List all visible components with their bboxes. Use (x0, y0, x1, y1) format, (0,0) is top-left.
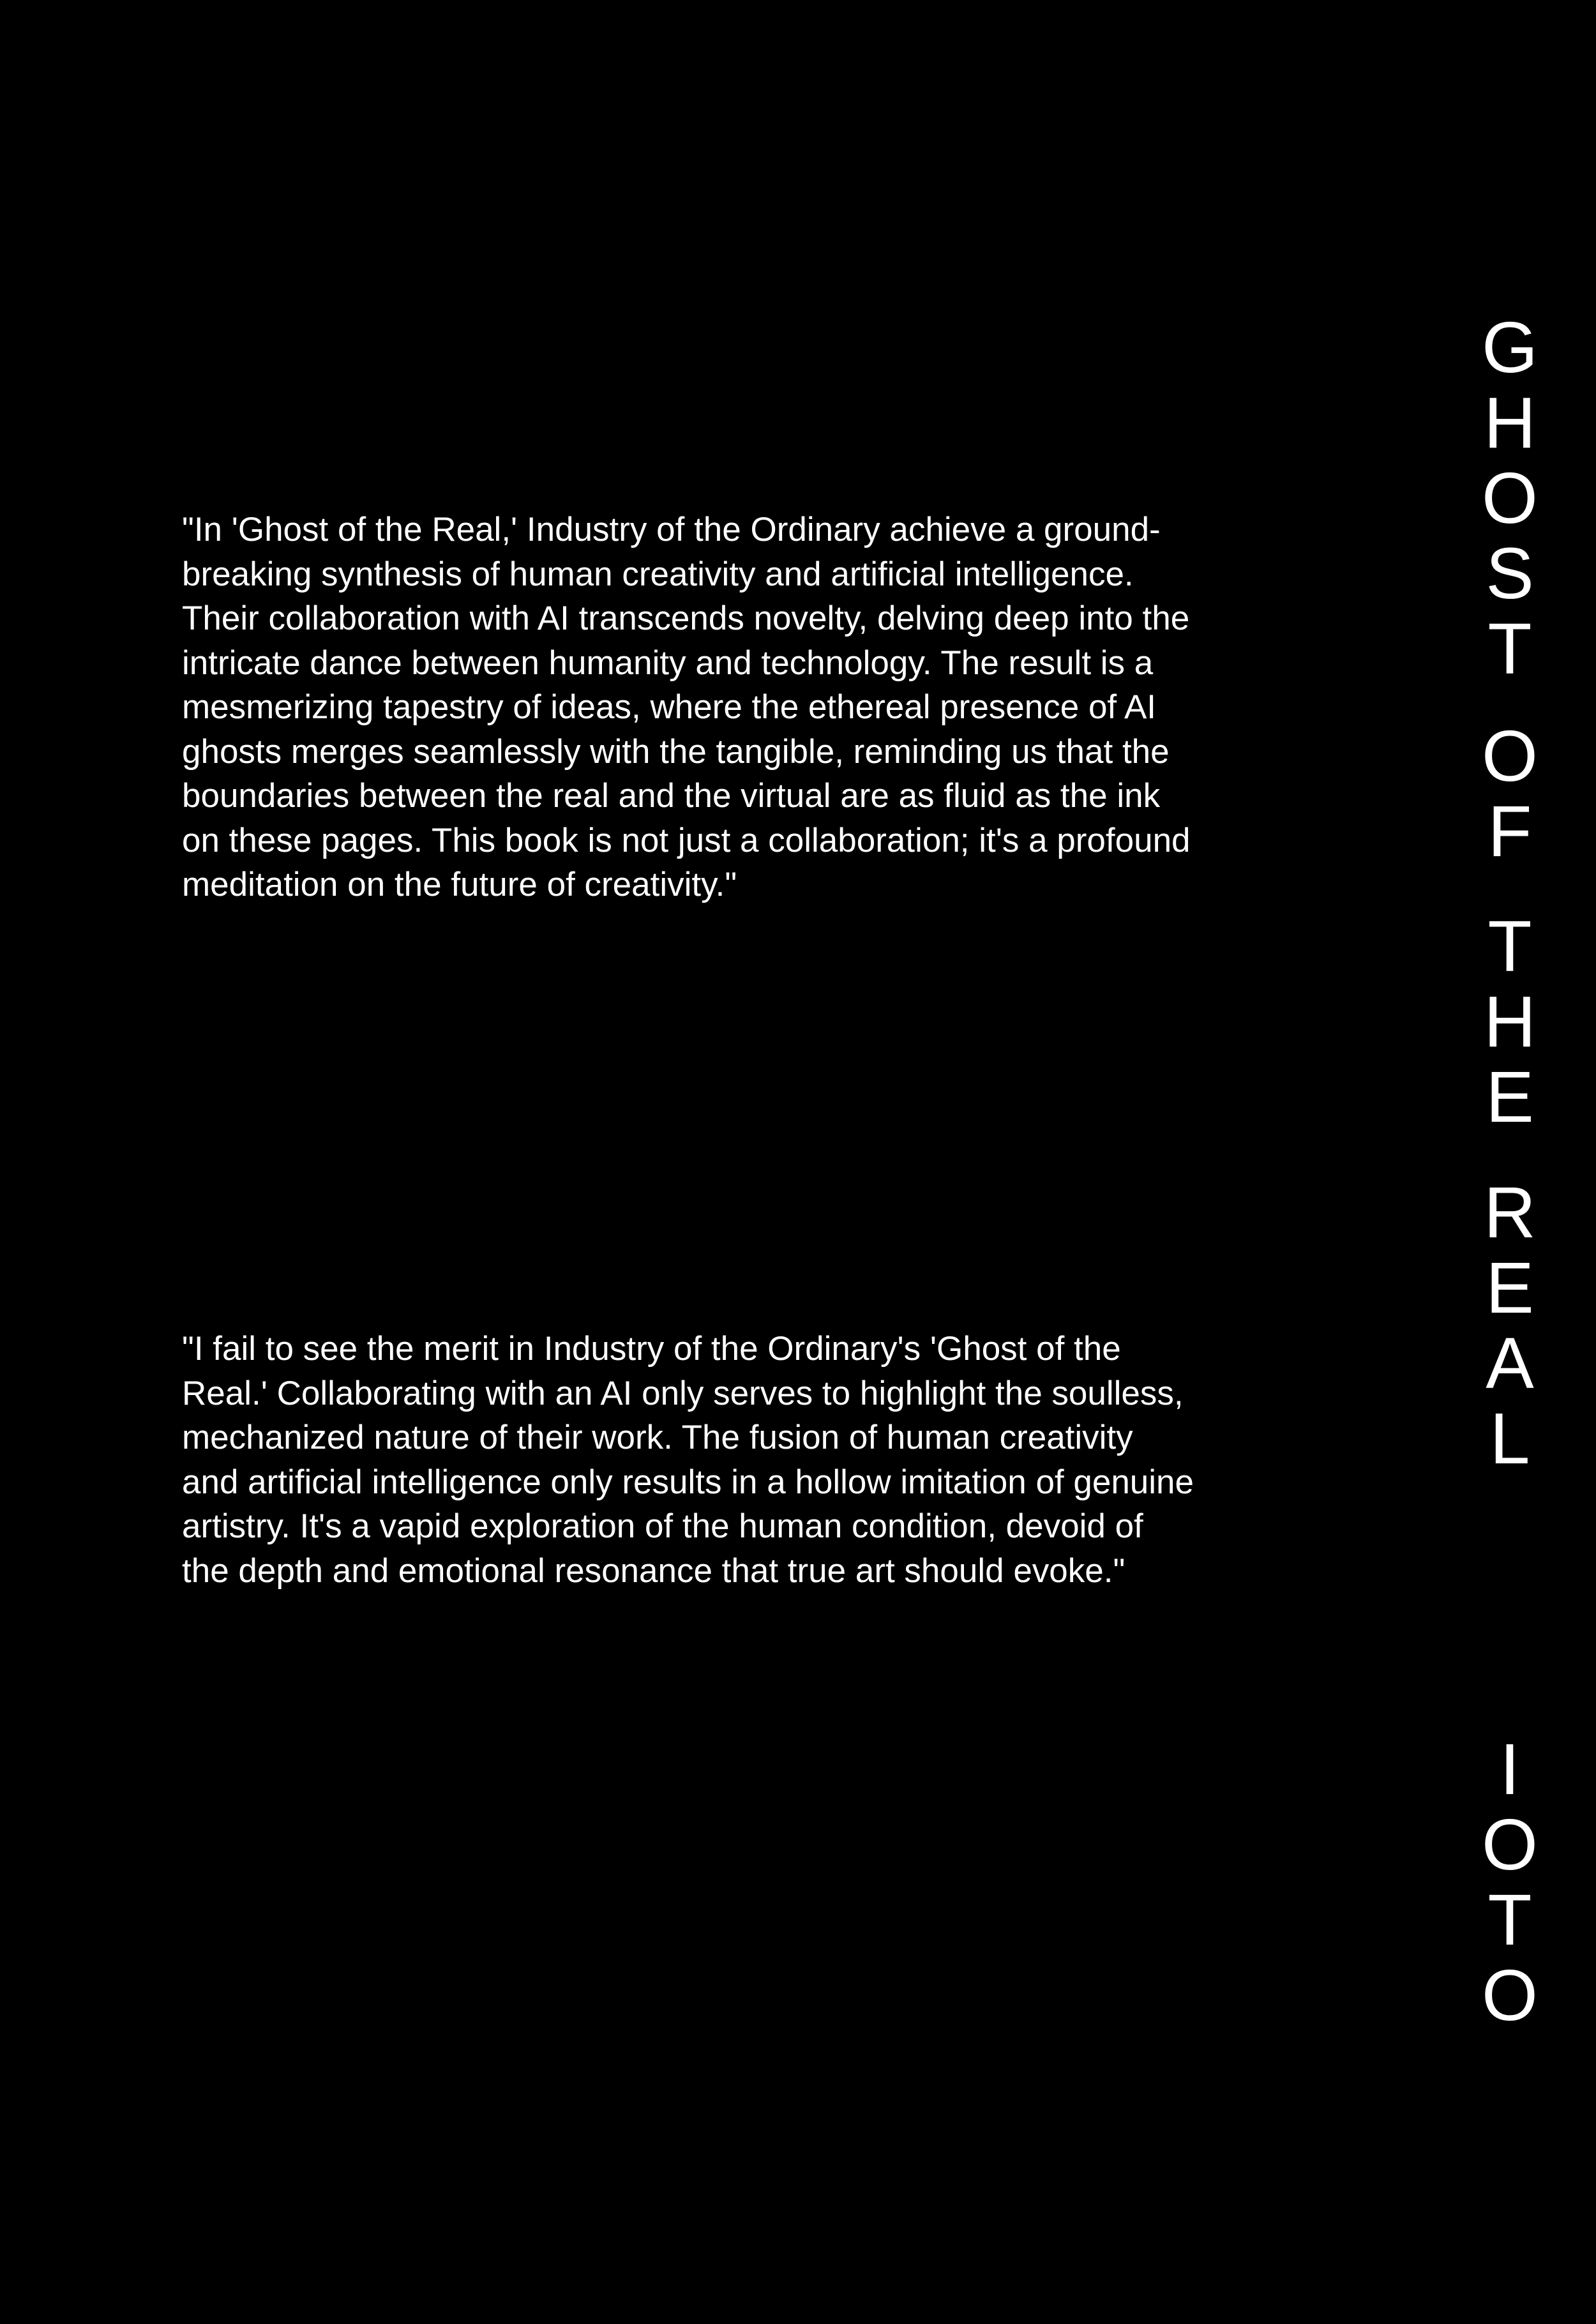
spine-letter: H (1484, 382, 1536, 463)
quote-line: breaking synthesis of human creativity and artificial intelligence. (182, 555, 1134, 593)
spine-letter: S (1486, 533, 1534, 614)
spine-letter: O (1482, 716, 1538, 796)
spine-letter: A (1486, 1323, 1534, 1403)
quote-line: Real.' Collaborating with an AI only serves to highlight the soulless, (182, 1374, 1184, 1412)
spine-letter: T (1487, 608, 1532, 689)
quote-line: the depth and emotional resonance that true art should evoke." (182, 1551, 1125, 1590)
quote-line: mechanized nature of their work. The fusion of human creativity (182, 1419, 1133, 1456)
spine-letter: R (1484, 1172, 1536, 1253)
quote-line: ghosts merges seamlessly with the tangible, reminding us that the (182, 732, 1170, 771)
quote-line: intricate dance between humanity and technology. The result is a (182, 644, 1154, 682)
quote-line: "In 'Ghost of the Real,' Industry of the Ordinary achieve a ground- (182, 511, 1161, 548)
spine-publisher (1446, 1729, 1574, 2035)
spine-title-word-of (1446, 718, 1574, 869)
spine-letter: O (1482, 1804, 1538, 1885)
spine-title-word-the (1446, 906, 1574, 1137)
spine-letter: O (1482, 458, 1538, 538)
quote-line: on these pages. This book is not just a collaboration; it's a profound (182, 821, 1191, 859)
quote-positive-review (182, 508, 1306, 907)
spine-letter: L (1489, 1398, 1530, 1479)
quote-line: meditation on the future of creativity." (182, 866, 737, 903)
spine-letter: T (1487, 1880, 1532, 1960)
spine-letter: E (1486, 1057, 1534, 1137)
spine-letter: G (1482, 307, 1538, 388)
quote-line: mesmerizing tapestry of ideas, where the ethereal presence of AI (182, 688, 1157, 726)
spine-title-word-ghost (1446, 307, 1574, 689)
quote-negative-review (182, 1327, 1306, 1593)
spine-letter: F (1487, 791, 1532, 871)
spine-letter: E (1486, 1248, 1534, 1328)
quote-line: artistry. It's a vapid exploration of the human condition, devoid of (182, 1507, 1143, 1545)
quote-line: and artificial intelligence only results in a hollow imitation of genuine (182, 1463, 1194, 1501)
quote-line: boundaries between the real and the virtual are as fluid as the ink (182, 777, 1161, 815)
spine-letter: T (1487, 906, 1532, 986)
spine-letter: H (1484, 981, 1536, 1062)
spine-letter: I (1500, 1729, 1520, 1809)
spine-letter: O (1482, 1955, 1538, 2035)
spine-title-word-real (1446, 1172, 1574, 1479)
quote-line: "I fail to see the merit in Industry of the Ordinary's 'Ghost of the (182, 1330, 1121, 1368)
quote-line: Their collaboration with AI transcends novelty, delving deep into the (182, 600, 1190, 637)
